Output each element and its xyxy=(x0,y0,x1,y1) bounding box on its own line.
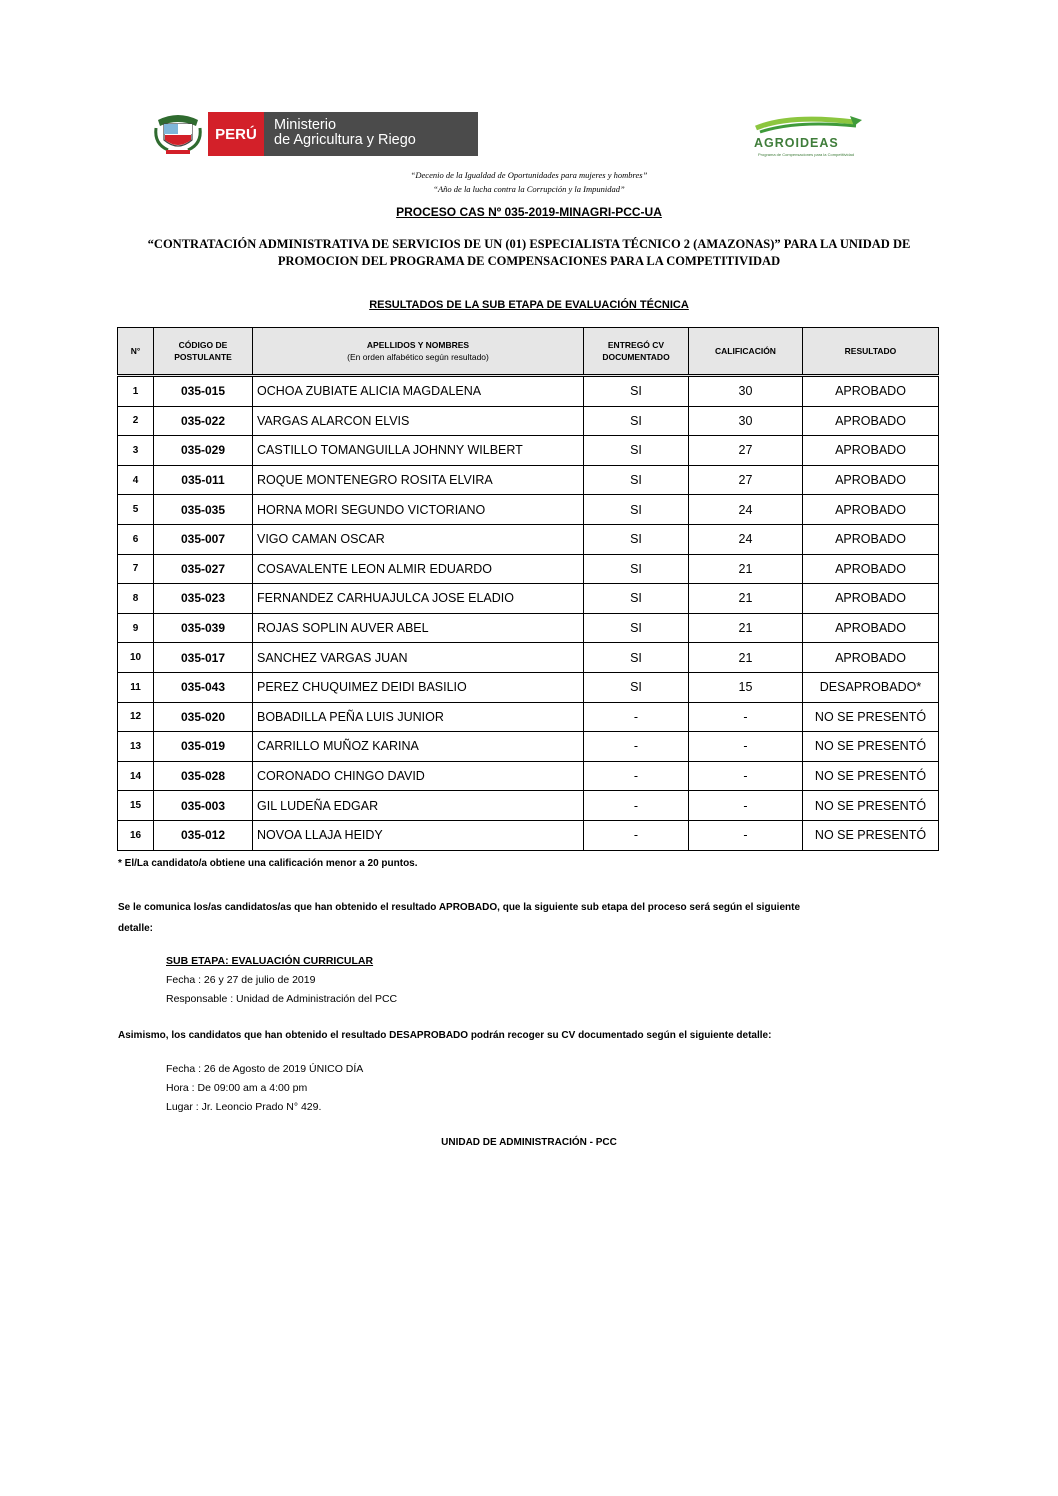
row-score: - xyxy=(689,702,803,732)
row-result: APROBADO xyxy=(803,465,939,495)
row-cv: - xyxy=(584,820,689,850)
row-result: APROBADO xyxy=(803,524,939,554)
table-row xyxy=(118,406,939,436)
row-cv: - xyxy=(584,791,689,821)
row-name: HORNA MORI SEGUNDO VICTORIANO xyxy=(253,495,584,525)
row-score: 30 xyxy=(689,376,803,407)
row-score: 24 xyxy=(689,524,803,554)
row-result: NO SE PRESENTÓ xyxy=(803,732,939,762)
row-score: 27 xyxy=(689,465,803,495)
row-name: PEREZ CHUQUIMEZ DEIDI BASILIO xyxy=(253,672,584,702)
row-cv: SI xyxy=(584,643,689,673)
table-row xyxy=(118,584,939,614)
row-result: DESAPROBADO* xyxy=(803,672,939,702)
row-result: NO SE PRESENTÓ xyxy=(803,791,939,821)
header-result: RESULTADO xyxy=(803,328,939,376)
table-row xyxy=(118,524,939,554)
curricular-date: Fecha : 26 y 27 de julio de 2019 xyxy=(166,974,316,986)
agroideas-logo xyxy=(750,112,870,160)
row-code: 035-043 xyxy=(154,672,253,702)
row-num: 16 xyxy=(118,820,154,850)
row-num: 14 xyxy=(118,761,154,791)
header-code xyxy=(154,328,253,376)
desaprobado-paragraph: Asimismo, los candidatos que han obtenido el resultado DESAPROBADO podrán recoger su CV documentado según el siguiente detalle: xyxy=(118,1030,772,1041)
row-num: 4 xyxy=(118,465,154,495)
table-row xyxy=(118,791,939,821)
ministry-name xyxy=(264,112,478,156)
row-name: FERNANDEZ CARHUAJULCA JOSE ELADIO xyxy=(253,584,584,614)
row-num: 12 xyxy=(118,702,154,732)
table-row xyxy=(118,672,939,702)
row-score: - xyxy=(689,820,803,850)
row-code: 035-020 xyxy=(154,702,253,732)
row-code: 035-022 xyxy=(154,406,253,436)
header-cv-line-1: ENTREGÓ CV xyxy=(607,340,665,350)
row-result: APROBADO xyxy=(803,436,939,466)
agroideas-arrow-icon xyxy=(750,112,870,138)
row-code: 035-039 xyxy=(154,613,253,643)
aprobado-line-1: Se le comunica los/as candidatos/as que han obtenido el resultado APROBADO, que la siguiente sub etapa del proceso será según el siguiente xyxy=(118,902,801,913)
aprobado-paragraph xyxy=(118,897,938,939)
pickup-hours: Hora : De 09:00 am a 4:00 pm xyxy=(166,1082,308,1094)
row-name: NOVOA LLAJA HEIDY xyxy=(253,820,584,850)
table-row xyxy=(118,495,939,525)
row-result: NO SE PRESENTÓ xyxy=(803,820,939,850)
row-score: 21 xyxy=(689,554,803,584)
row-code: 035-029 xyxy=(154,436,253,466)
row-code: 035-015 xyxy=(154,376,253,407)
row-result: APROBADO xyxy=(803,643,939,673)
footnote: * El/La candidato/a obtiene una calificación menor a 20 puntos. xyxy=(118,858,418,869)
row-result: APROBADO xyxy=(803,495,939,525)
row-score: 21 xyxy=(689,643,803,673)
cv-pickup-details xyxy=(166,1060,363,1117)
row-name: ROJAS SOPLIN AUVER ABEL xyxy=(253,613,584,643)
aprobado-line-2: detalle: xyxy=(118,923,154,934)
row-cv: SI xyxy=(584,584,689,614)
table-row xyxy=(118,761,939,791)
row-cv: - xyxy=(584,732,689,762)
row-name: CASTILLO TOMANGUILLA JOHNNY WILBERT xyxy=(253,436,584,466)
header-cv-line-2: DOCUMENTADO xyxy=(602,352,670,362)
header-name-line-1: APELLIDOS Y NOMBRES xyxy=(366,340,470,350)
peru-label: PERÚ xyxy=(208,112,264,156)
table-row xyxy=(118,554,939,584)
row-num: 6 xyxy=(118,524,154,554)
row-score: - xyxy=(689,732,803,762)
coat-of-arms-icon xyxy=(152,112,204,156)
sub-etapa-title: SUB ETAPA: EVALUACIÓN CURRICULAR xyxy=(166,955,374,967)
table-row xyxy=(118,436,939,466)
pickup-date: Fecha : 26 de Agosto de 2019 ÚNICO DÍA xyxy=(166,1063,364,1075)
row-name: CARRILLO MUÑOZ KARINA xyxy=(253,732,584,762)
motto-2: “Año de la lucha contra la Corrupción y la Impunidad” xyxy=(433,184,625,194)
table-header-row xyxy=(118,328,939,376)
row-name: CORONADO CHINGO DAVID xyxy=(253,761,584,791)
row-name: GIL LUDEÑA EDGAR xyxy=(253,791,584,821)
footer-unit: UNIDAD DE ADMINISTRACIÓN - PCC xyxy=(441,1137,617,1148)
results-table xyxy=(117,327,939,851)
header-code-line-2: POSTULANTE xyxy=(174,352,232,362)
row-cv: SI xyxy=(584,436,689,466)
motto-1: “Decenio de la Igualdad de Oportunidades para mujeres y hombres” xyxy=(410,170,648,180)
row-cv: - xyxy=(584,761,689,791)
ministry-line-2: de Agricultura y Riego xyxy=(274,132,416,148)
row-num: 9 xyxy=(118,613,154,643)
row-name: COSAVALENTE LEON ALMIR EDUARDO xyxy=(253,554,584,584)
agroideas-name: AGROIDEAS xyxy=(754,136,839,150)
curricular-responsible: Responsable : Unidad de Administración del PCC xyxy=(166,993,398,1005)
header-name-line-2: (En orden alfabético según resultado) xyxy=(347,352,489,362)
contract-line-1: “CONTRATACIÓN ADMINISTRATIVA DE SERVICIOS DE UN (01) ESPECIALISTA TÉCNICO 2 (AMAZONAS)” PARA LA UNIDAD DE xyxy=(147,237,911,251)
row-result: APROBADO xyxy=(803,376,939,407)
row-cv: - xyxy=(584,702,689,732)
row-cv: SI xyxy=(584,495,689,525)
contract-title xyxy=(120,236,938,270)
header-name xyxy=(253,328,584,376)
row-score: - xyxy=(689,761,803,791)
table-row xyxy=(118,702,939,732)
row-num: 11 xyxy=(118,672,154,702)
agroideas-tagline: Programa de Compensaciones para la Competitividad xyxy=(758,152,855,157)
row-cv: SI xyxy=(584,524,689,554)
header-num: N° xyxy=(118,328,154,376)
table-row xyxy=(118,820,939,850)
row-name: BOBADILLA PEÑA LUIS JUNIOR xyxy=(253,702,584,732)
row-name: OCHOA ZUBIATE ALICIA MAGDALENA xyxy=(253,376,584,407)
row-result: APROBADO xyxy=(803,613,939,643)
row-score: 15 xyxy=(689,672,803,702)
row-cv: SI xyxy=(584,465,689,495)
minagri-logo xyxy=(152,112,478,156)
row-code: 035-023 xyxy=(154,584,253,614)
row-cv: SI xyxy=(584,406,689,436)
row-cv: SI xyxy=(584,376,689,407)
row-num: 3 xyxy=(118,436,154,466)
row-score: - xyxy=(689,791,803,821)
row-num: 8 xyxy=(118,584,154,614)
row-code: 035-003 xyxy=(154,791,253,821)
table-row xyxy=(118,376,939,407)
row-cv: SI xyxy=(584,672,689,702)
row-score: 24 xyxy=(689,495,803,525)
row-num: 1 xyxy=(118,376,154,407)
row-num: 2 xyxy=(118,406,154,436)
row-code: 035-027 xyxy=(154,554,253,584)
row-num: 10 xyxy=(118,643,154,673)
section-title: RESULTADOS DE LA SUB ETAPA DE EVALUACIÓN TÉCNICA xyxy=(369,299,689,311)
row-cv: SI xyxy=(584,613,689,643)
row-result: APROBADO xyxy=(803,554,939,584)
curricular-details xyxy=(166,952,397,1009)
table-row xyxy=(118,643,939,673)
table-row xyxy=(118,465,939,495)
table-row xyxy=(118,613,939,643)
row-score: 27 xyxy=(689,436,803,466)
header-cv xyxy=(584,328,689,376)
row-result: NO SE PRESENTÓ xyxy=(803,761,939,791)
row-code: 035-028 xyxy=(154,761,253,791)
row-code: 035-012 xyxy=(154,820,253,850)
process-title: PROCESO CAS Nº 035-2019-MINAGRI-PCC-UA xyxy=(396,205,662,219)
header-code-line-1: CÓDIGO DE xyxy=(178,340,228,350)
row-code: 035-011 xyxy=(154,465,253,495)
row-num: 5 xyxy=(118,495,154,525)
ministry-line-1: Ministerio xyxy=(274,117,337,133)
row-score: 21 xyxy=(689,613,803,643)
row-cv: SI xyxy=(584,554,689,584)
row-num: 13 xyxy=(118,732,154,762)
row-num: 7 xyxy=(118,554,154,584)
row-code: 035-007 xyxy=(154,524,253,554)
row-result: APROBADO xyxy=(803,584,939,614)
row-code: 035-035 xyxy=(154,495,253,525)
row-score: 21 xyxy=(689,584,803,614)
row-result: NO SE PRESENTÓ xyxy=(803,702,939,732)
row-result: APROBADO xyxy=(803,406,939,436)
table-row xyxy=(118,732,939,762)
results-body xyxy=(118,376,939,851)
contract-line-2: PROMOCION DEL PROGRAMA DE COMPENSACIONES PARA LA COMPETITIVIDAD xyxy=(277,254,781,268)
row-name: ROQUE MONTENEGRO ROSITA ELVIRA xyxy=(253,465,584,495)
row-name: VARGAS ALARCON ELVIS xyxy=(253,406,584,436)
row-code: 035-017 xyxy=(154,643,253,673)
row-num: 15 xyxy=(118,791,154,821)
row-name: SANCHEZ VARGAS JUAN xyxy=(253,643,584,673)
row-code: 035-019 xyxy=(154,732,253,762)
row-score: 30 xyxy=(689,406,803,436)
pickup-place: Lugar : Jr. Leoncio Prado N° 429. xyxy=(166,1101,322,1113)
row-name: VIGO CAMAN OSCAR xyxy=(253,524,584,554)
header-score: CALIFICACIÓN xyxy=(689,328,803,376)
